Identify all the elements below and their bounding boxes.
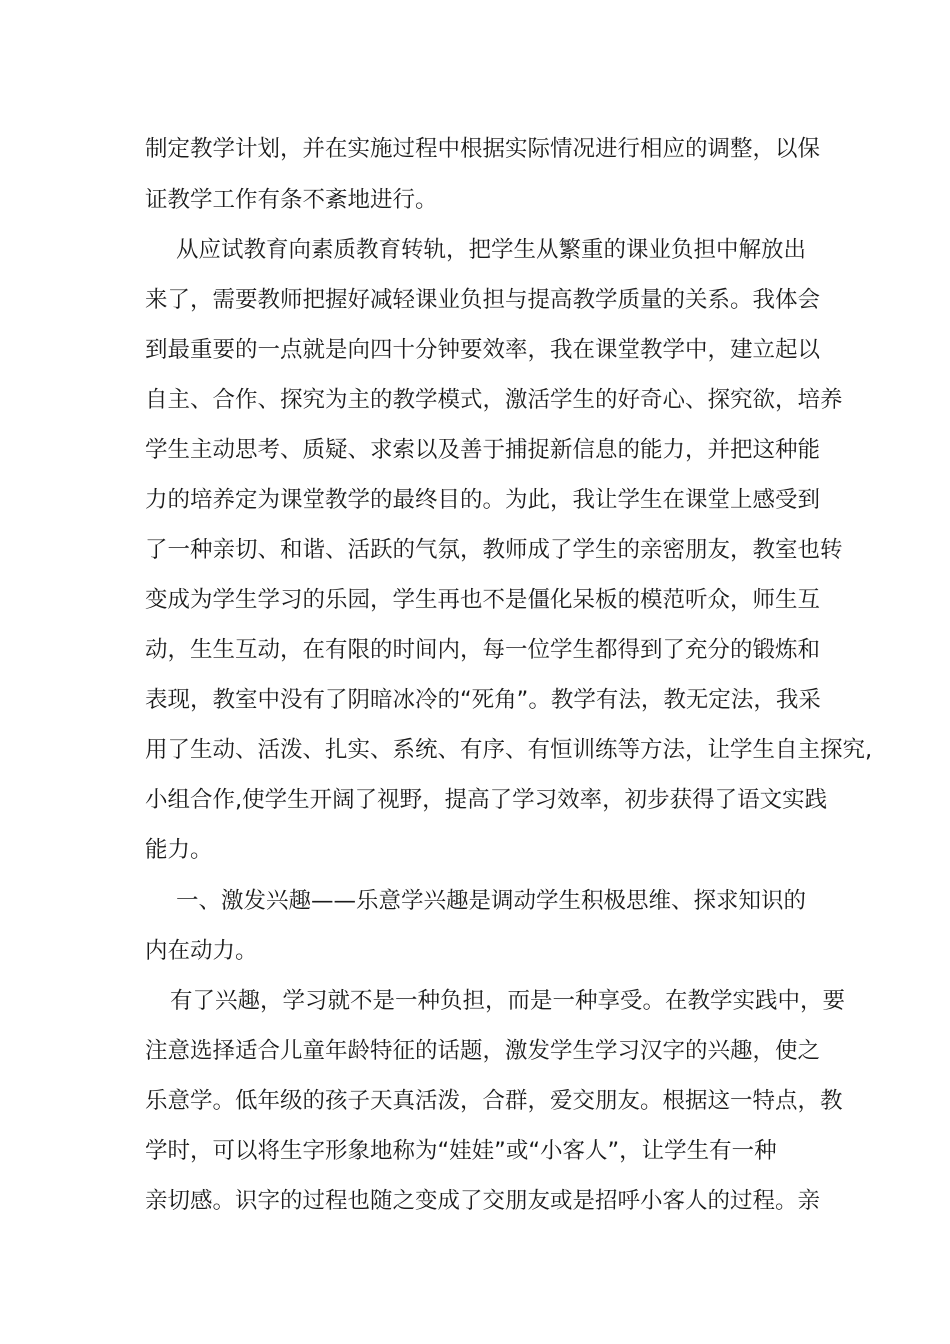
text-line: 有了兴趣，学习就不是一种负担，而是一种享受。在教学实践中，要 xyxy=(170,988,846,1014)
text-line: 证教学工作有条不紊地进行。 xyxy=(145,187,438,213)
text-line: 亲切感。识字的过程也随之变成了交朋友或是招呼小客人的过程。亲 xyxy=(145,1188,821,1214)
text-line: 表现，教室中没有了阴暗冰冷的“死角”。教学有法，教无定法，我采 xyxy=(145,687,821,713)
text-line: 来了，需要教师把握好减轻课业负担与提高教学质量的关系。我体会 xyxy=(145,287,821,313)
text-line: 小组合作,使学生开阔了视野，提高了学习效率，初步获得了语文实践 xyxy=(145,787,828,813)
text-line: 从应试教育向素质教育转轨，把学生从繁重的课业负担中解放出 xyxy=(176,237,807,263)
text-line: 学时，可以将生字形象地称为“娃娃”或“小客人”，让学生有一种 xyxy=(145,1138,777,1164)
text-line: 制定教学计划，并在实施过程中根据实际情况进行相应的调整，以保 xyxy=(145,136,821,162)
text-line: 注意选择适合儿童年龄特征的话题，激发学生学习汉字的兴趣，使之 xyxy=(145,1038,821,1064)
text-line: 到最重要的一点就是向四十分钟要效率，我在课堂教学中，建立起以 xyxy=(145,337,821,363)
text-line: 内在动力。 xyxy=(145,938,258,964)
text-line: 动，生生互动，在有限的时间内，每一位学生都得到了充分的锻炼和 xyxy=(145,637,821,663)
text-line: 了一种亲切、和谐、活跃的气氛，教师成了学生的亲密朋友，教室也转 xyxy=(145,537,843,563)
section-heading: 一、激发兴趣——乐意学兴趣是调动学生积极思维、探求知识的 xyxy=(176,888,807,914)
text-line: 能力。 xyxy=(145,837,213,863)
text-line: 学生主动思考、质疑、求索以及善于捕捉新信息的能力，并把这种能 xyxy=(145,437,821,463)
text-line: 用了生动、活泼、扎实、系统、有序、有恒训练等方法，让学生自主探究, xyxy=(145,737,873,763)
text-line: 自主、合作、探究为主的教学模式，激活学生的好奇心、探究欲，培养 xyxy=(145,387,843,413)
text-line: 乐意学。低年级的孩子天真活泼，合群，爱交朋友。根据这一特点，教 xyxy=(145,1088,843,1114)
text-line: 变成为学生学习的乐园，学生再也不是僵化呆板的模范听众，师生互 xyxy=(145,587,821,613)
text-line: 力的培养定为课堂教学的最终目的。为此，我让学生在课堂上感受到 xyxy=(145,487,821,513)
